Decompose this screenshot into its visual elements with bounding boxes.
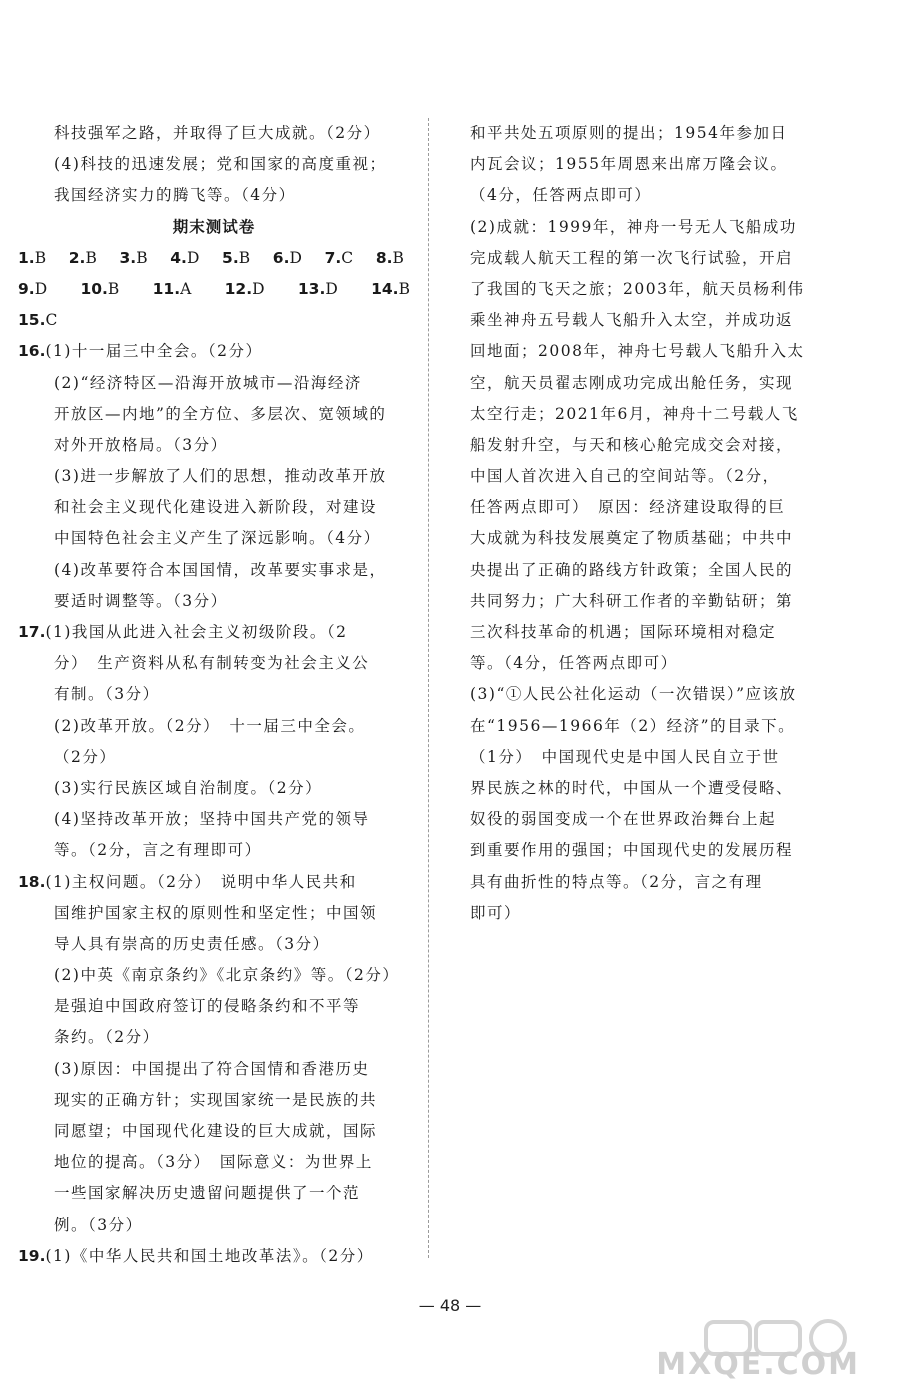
text-line: （1分） 中国现代史是中国人民自立于世: [470, 747, 780, 766]
text-line: 中国特色社会主义产生了深远影响。（4分）: [54, 529, 381, 548]
text-line: 即可）: [470, 903, 522, 922]
text-line: 和社会主义现代化建设进入新阶段，对建设: [54, 498, 378, 517]
text-line: 空，航天员翟志刚成功完成出舱任务，实现: [470, 373, 794, 392]
text-line: 奴役的弱国变成一个在世界政治舞台上起: [470, 810, 777, 829]
mc-answer: 12.D: [224, 279, 265, 298]
mc-answer: 4.D: [170, 248, 200, 267]
text-line: 等。（2分，言之有理即可）: [54, 841, 262, 860]
mc-answer: 6.D: [272, 248, 302, 267]
text-line: 央提出了正确的路线方针政策；全国人民的: [470, 560, 794, 579]
text-line: 船发射升空，与天和核心舱完成交会对接，: [470, 435, 794, 454]
q19-line: 19.(1)《中华人民共和国土地改革法》。（2分）: [18, 1246, 374, 1265]
text-line: (4)改革要符合本国国情，改革要实事求是，: [54, 560, 387, 579]
mc-answer: 8.B: [375, 248, 404, 267]
text-line: (3)进一步解放了人们的思想，推动改革开放: [54, 467, 387, 486]
mc-answers-row-1: [18, 243, 410, 274]
text-line: (2)“经济特区—沿海开放城市—沿海经济: [54, 373, 362, 392]
left-column: [18, 118, 410, 1272]
mc-answer: 1.B: [18, 248, 47, 267]
text-line: (2)成就：1999年，神舟一号无人飞船成功: [470, 217, 797, 236]
q18-line: 18.(1)主权问题。（2分） 说明中华人民共和: [18, 872, 357, 891]
text-line: 回地面；2008年，神舟七号载人飞船升入太: [470, 342, 805, 361]
text-line: 地位的提高。（3分） 国际意义：为世界上: [54, 1153, 373, 1172]
mc-answers-row-2: [18, 274, 410, 305]
text-line: 内瓦会议；1955年周恩来出席万隆会议。: [470, 155, 788, 174]
text-line: 在“1956—1966年（2）经济”的目录下。: [470, 716, 796, 735]
text-line: 乘坐神舟五号载人飞船升入太空，并成功返: [470, 311, 794, 330]
mc-answer: 2.B: [68, 248, 97, 267]
watermark: [656, 1318, 882, 1386]
q17-line: 17.(1)我国从此进入社会主义初级阶段。（2: [18, 623, 348, 641]
text-line: (4)坚持改革开放；坚持中国共产党的领导: [54, 810, 370, 829]
text-line: 一些国家解决历史遗留问题提供了一个范: [54, 1184, 361, 1203]
text-line: 等。（4分，任答两点即可）: [470, 654, 678, 673]
mc-answer: 7.C: [324, 248, 354, 267]
text-line: 太空行走；2021年6月，神舟十二号载人飞: [470, 404, 799, 423]
section-title: 期末测试卷: [172, 217, 256, 236]
text-line: (4)科技的迅速发展；党和国家的高度重视；: [54, 155, 387, 174]
watermark-text: MXQE.COM: [656, 1347, 860, 1382]
text-line: 国维护国家主权的原则性和坚定性；中国领: [54, 903, 378, 922]
mc-answer: 13.D: [297, 279, 338, 298]
text-line: 和平共处五项原则的提出；1954年参加日: [470, 124, 788, 142]
text-line: 三次科技革命的机遇；国际环境相对稳定: [470, 623, 777, 641]
text-line: （4分，任答两点即可）: [470, 186, 652, 205]
mc-answer: 14.B: [371, 279, 410, 298]
text-line: 完成载人航天工程的第一次飞行试验，开启: [470, 248, 794, 267]
mc-answer: 10.B: [80, 279, 120, 298]
column-divider: [428, 118, 429, 1258]
text-line: 任答两点即可） 原因：经济建设取得的巨: [470, 498, 786, 517]
text-line: 中国人首次进入自己的空间站等。（2分，: [470, 467, 780, 486]
text-line: 条约。（2分）: [54, 1028, 160, 1047]
text-line: 例。（3分）: [54, 1215, 143, 1234]
mc-answer: 9.D: [18, 279, 48, 298]
text-line: (2)改革开放。（2分） 十一届三中全会。: [54, 716, 366, 735]
text-line: 共同努力；广大科研工作者的辛勤钻研；第: [470, 591, 794, 610]
text-line: 到重要作用的强国；中国现代史的发展历程: [470, 841, 794, 860]
text-line: 开放区—内地”的全方位、多层次、宽领域的: [54, 404, 387, 423]
text-line: (3)原因：中国提出了符合国情和香港历史: [54, 1059, 370, 1078]
right-column: [470, 118, 860, 929]
page-number: — 48 —: [418, 1296, 482, 1315]
text-line: (2)中英《南京条约》《北京条约》等。（2分）: [54, 966, 400, 985]
text-line: （2分）: [54, 747, 117, 766]
text-line: 同愿望；中国现代化建设的巨大成就，国际: [54, 1122, 378, 1140]
text-line: 具有曲折性的特点等。（2分，言之有理: [470, 872, 763, 891]
text-line: 有制。（3分）: [54, 685, 160, 704]
text-line: 我国经济实力的腾飞等。（4分）: [54, 186, 296, 205]
text-line: 是强迫中国政府签订的侵略条约和不平等: [54, 997, 361, 1016]
q16-line: 16.(1)十一届三中全会。（2分）: [18, 342, 263, 361]
mc-answers-row-3: [18, 305, 410, 336]
text-line: 大成就为科技发展奠定了物质基础；中共中: [470, 529, 794, 548]
text-line: 导人具有崇高的历史责任感。（3分）: [54, 934, 330, 953]
text-line: 分） 生产资料从私有制转变为社会主义公: [54, 654, 370, 673]
text-line: 了我国的飞天之旅；2003年，航天员杨利伟: [470, 279, 805, 298]
mc-answer: 5.B: [222, 248, 251, 267]
text-line: (3)实行民族区域自治制度。（2分）: [54, 778, 323, 797]
text-line: (3)“①人民公社化运动（一次错误）”应该放: [470, 685, 797, 704]
text-line: 科技强军之路，并取得了巨大成就。（2分）: [54, 124, 381, 142]
text-line: 要适时调整等。（3分）: [54, 591, 228, 610]
mc-answer: 15.C: [18, 311, 59, 330]
text-line: 现实的正确方针；实现国家统一是民族的共: [54, 1090, 378, 1109]
mc-answer: 11.A: [152, 279, 192, 298]
text-line: 界民族之林的时代，中国从一个遭受侵略、: [470, 778, 794, 797]
text-line: 对外开放格局。（3分）: [54, 435, 228, 454]
mc-answer: 3.B: [119, 248, 148, 267]
